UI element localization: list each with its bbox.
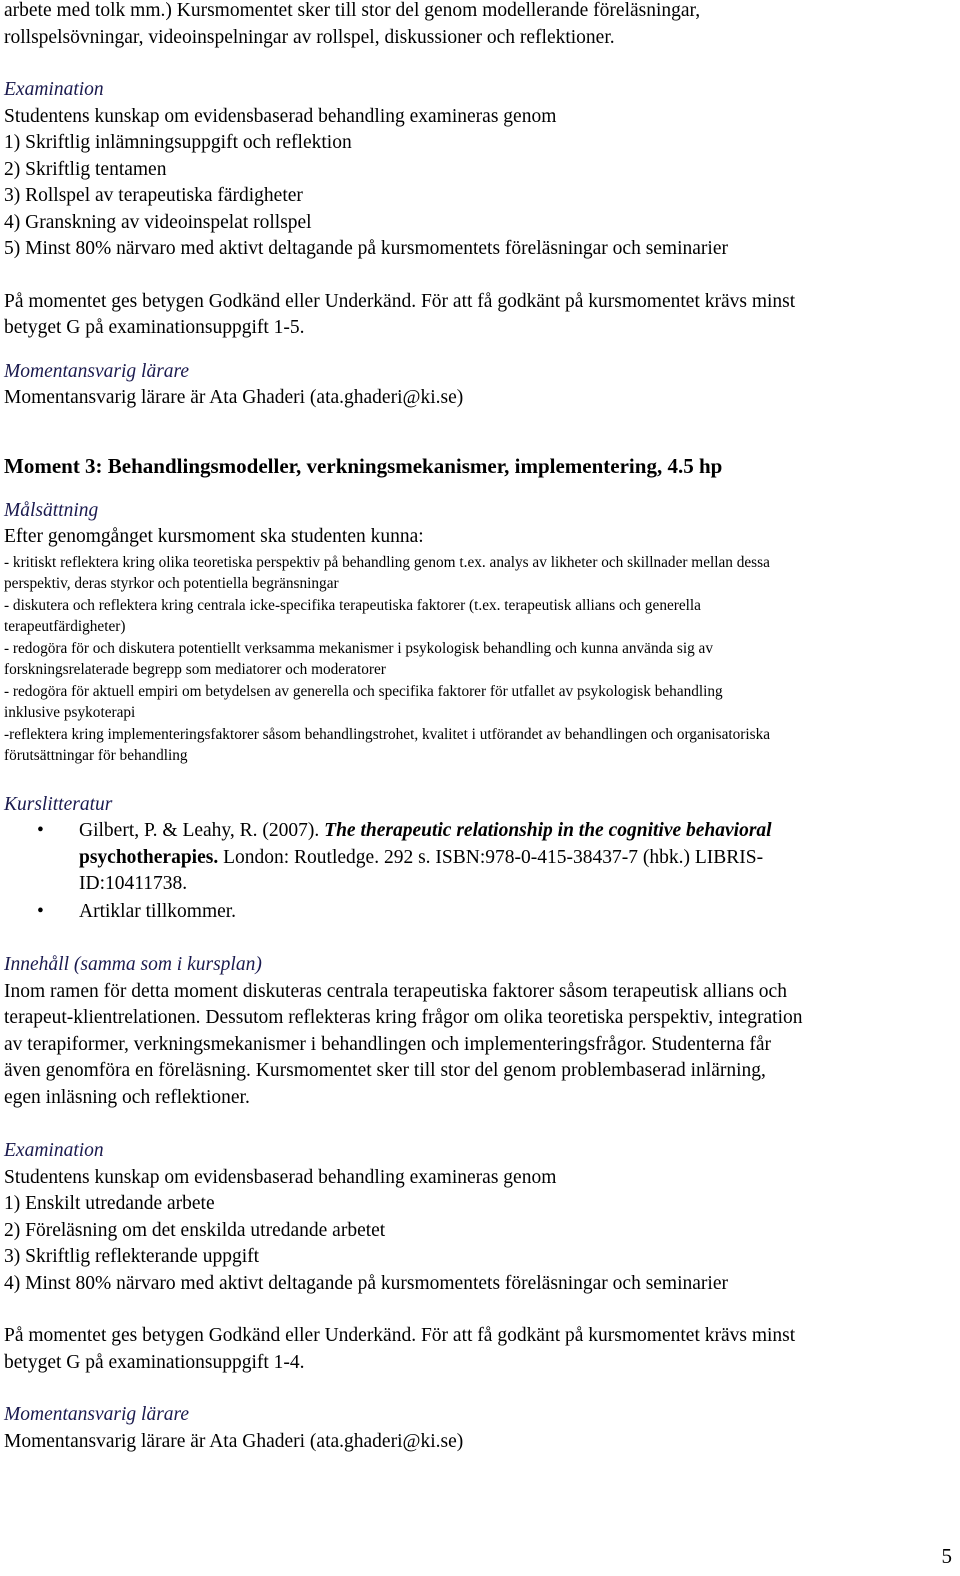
exam1-item-3: 3) Rollspel av terapeutiska färdigheter: [4, 185, 303, 206]
exam2-heading: Examination: [4, 1140, 104, 1161]
exam1-grading-line-1: På momentet ges betygen Godkänd eller Underkänd. För att få godkänt på kursmomentet krävs minst: [4, 290, 796, 312]
exam2-grading-line-2: betyget G på examinationsuppgift 1-4.: [4, 1351, 305, 1373]
lit1-libris-id: ID:10411738.: [79, 873, 188, 894]
exam1-item-1: 1) Skriftlig inlämningsuppgift och reflektion: [4, 132, 352, 153]
literature-item-1: [4, 818, 954, 898]
goals-line-7: - redogöra för aktuell empiri om betydelsen av generella och specifika faktorer för utfallet av psykologisk behandling: [4, 682, 723, 700]
lit2-text: Artiklar tillkommer.: [79, 900, 237, 922]
bullet-icon: •: [37, 900, 44, 922]
goals-line-4: terapeutfärdigheter): [4, 618, 126, 635]
goals-intro: Efter genomgånget kursmoment ska studenten kunna:: [4, 526, 424, 547]
content-line-2: terapeut-klientrelationen. Dessutom reflekteras kring frågor om olika teoretiska perspektiv, integration: [4, 1007, 803, 1028]
content-line-1: Inom ramen för detta moment diskuteras centrala terapeutiska faktorer såsom terapeutisk allians och: [4, 980, 787, 1002]
teacher1-text: Momentansvarig lärare är Ata Ghaderi (ata.ghaderi@ki.se): [4, 387, 464, 408]
document-page: [4, 0, 954, 1455]
lit1-title-line-1: The therapeutic relationship in the cognitive behavioral: [324, 820, 772, 841]
content-heading: Innehåll (samma som i kursplan): [4, 954, 262, 975]
teacher2-heading: Momentansvarig lärare: [4, 1404, 190, 1425]
lit1-publisher: London: Routledge. 292 s. ISBN:978-0-415-38437-7 (hbk.) LIBRIS-: [218, 846, 764, 868]
lit1-title-line-2: psychotherapies.: [79, 846, 219, 868]
literature-list: [4, 818, 954, 925]
goals-line-10: förutsättningar för behandling: [4, 747, 188, 764]
exam2-intro: Studentens kunskap om evidensbaserad behandling examineras genom: [4, 1166, 557, 1188]
goals-line-3: - diskutera och reflektera kring centrala icke-specifika terapeutiska faktorer (t.ex. terapeutisk allians och generella: [4, 596, 701, 614]
exam1-item-5: 5) Minst 80% närvaro med aktivt deltagande på kursmomentets föreläsningar och seminarier: [4, 238, 728, 259]
literature-heading: Kurslitteratur: [4, 793, 113, 815]
teacher2-text: Momentansvarig lärare är Ata Ghaderi (ata.ghaderi@ki.se): [4, 1430, 464, 1452]
content-line-5: egen inläsning och reflektioner.: [4, 1086, 250, 1108]
exam2-item-3: 3) Skriftlig reflekterande uppgift: [4, 1246, 260, 1267]
goals-heading: Målsättning: [4, 499, 99, 521]
exam2-item-1: 1) Enskilt utredande arbete: [4, 1193, 215, 1214]
teacher1-heading: Momentansvarig lärare: [4, 360, 190, 382]
exam1-item-4: 4) Granskning av videoinspelat rollspel: [4, 211, 312, 233]
lit1-author: Gilbert, P. & Leahy, R. (2007).: [79, 820, 325, 841]
exam2-item-2: 2) Föreläsning om det enskilda utredande arbetet: [4, 1219, 386, 1241]
exam1-intro: Studentens kunskap om evidensbaserad behandling examineras genom: [4, 105, 557, 127]
literature-item-2: [4, 899, 954, 926]
exam1-item-2: 2) Skriftlig tentamen: [4, 158, 167, 180]
exam1-heading: Examination: [4, 79, 104, 100]
bullet-icon: •: [37, 820, 44, 841]
goals-line-6: forskningsrelaterade begrepp som mediatorer och moderatorer: [4, 661, 386, 678]
goals-line-8: inklusive psykoterapi: [4, 704, 136, 721]
content-line-3: av terapiformer, verkningsmekanismer i behandlingen och implementeringsfrågor. Studenterna får: [4, 1033, 772, 1055]
intro-line-2: rollspelsövningar, videoinspelningar av rollspel, diskussioner och reflektioner.: [4, 26, 615, 48]
goals-line-9: -reflektera kring implementeringsfaktorer såsom behandlingstrohet, kvalitet i utförandet av behandlingen och organisatoriska: [4, 725, 771, 743]
content-line-4: även genomföra en föreläsning. Kursmomentet sker till stor del genom problembaserad inlärning,: [4, 1060, 766, 1081]
exam2-item-4: 4) Minst 80% närvaro med aktivt deltagande på kursmomentets föreläsningar och seminarier: [4, 1272, 728, 1294]
goals-line-5: - redogöra för och diskutera potentiellt verksamma mekanismer i psykologisk behandling och kunna använda sig av: [4, 639, 713, 657]
exam2-grading-line-1: På momentet ges betygen Godkänd eller Underkänd. För att få godkänt på kursmomentet krävs minst: [4, 1325, 796, 1346]
goals-line-1: - kritiskt reflektera kring olika teoretiska perspektiv på behandling genom t.ex. analys av likheter och skillnader mellan dessa: [4, 553, 770, 571]
moment3-title: Moment 3: Behandlingsmodeller, verkningsmekanismer, implementering, 4.5 hp: [4, 453, 723, 478]
page-number: 5: [941, 1544, 952, 1568]
intro-line-1: arbete med tolk mm.) Kursmomentet sker till stor del genom modellerande föreläsningar,: [4, 0, 701, 21]
exam1-grading-line-2: betyget G på examinationsuppgift 1-5.: [4, 317, 305, 338]
goals-line-2: perspektiv, deras styrkor och potentiella begränsningar: [4, 575, 339, 592]
